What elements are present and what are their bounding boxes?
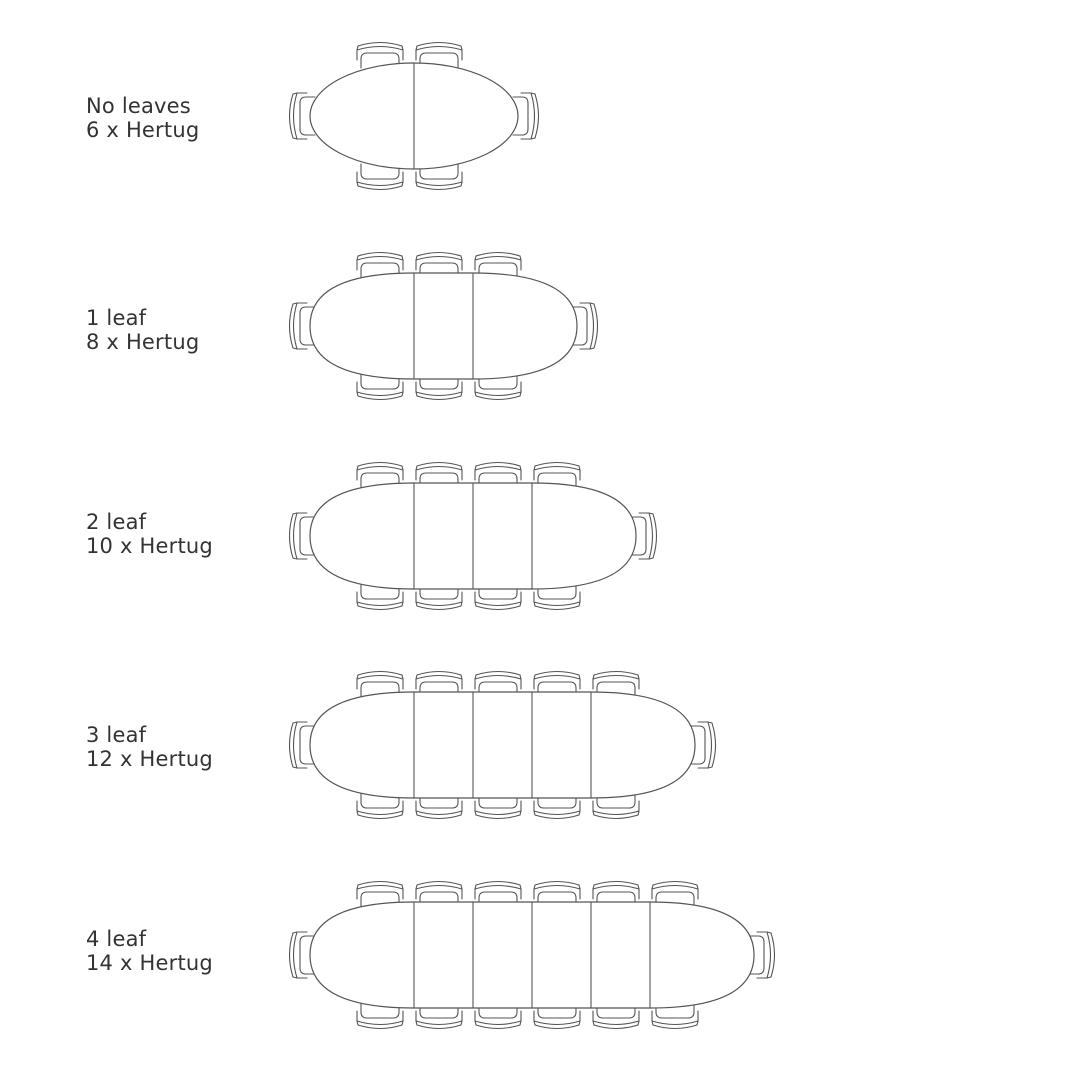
chairs-label: 10 x Hertug xyxy=(86,534,213,558)
chairs-label: 6 x Hertug xyxy=(86,118,200,142)
leaves-label: 4 leaf xyxy=(86,927,147,951)
chairs-label: 8 x Hertug xyxy=(86,330,200,354)
table-group xyxy=(290,882,775,1029)
leaves-label: 2 leaf xyxy=(86,510,147,534)
leaves-label: 1 leaf xyxy=(86,306,147,330)
leaves-label: No leaves xyxy=(86,94,191,118)
chairs-label: 14 x Hertug xyxy=(86,951,213,975)
leaves-label: 3 leaf xyxy=(86,723,147,747)
chairs-label: 12 x Hertug xyxy=(86,747,213,771)
